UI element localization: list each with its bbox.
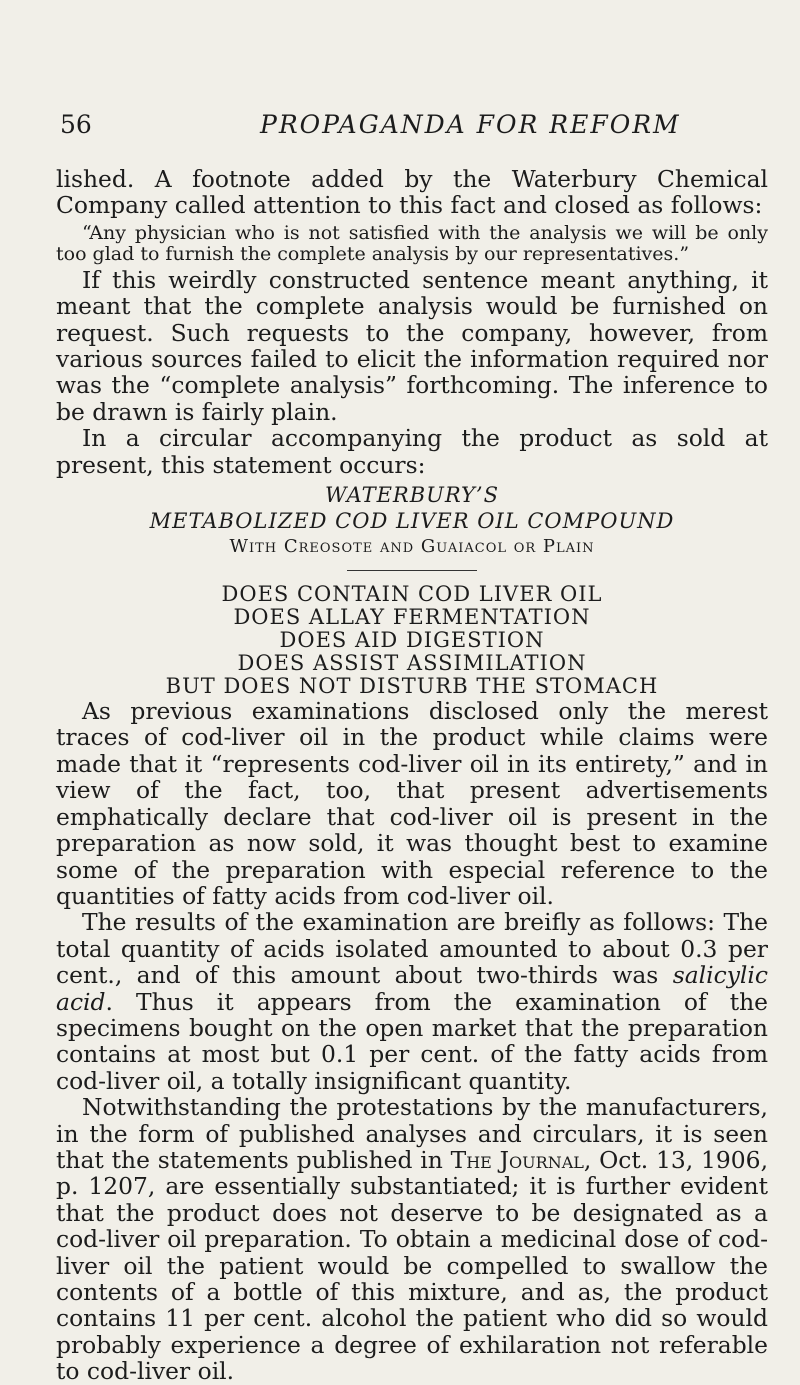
running-title: PROPAGANDA FOR REFORM [260,110,681,139]
quoted-footnote: “Any physician who is not satisfied with the analysis we will be only too glad to furnish the complete analysis by our representatives.” [56,221,768,265]
advertisement-block [56,482,768,698]
ad-claim: DOES AID DIGESTION [279,628,545,653]
paragraph-5 [56,909,768,1094]
paragraph-3: In a circular accompanying the product as sold at present, this statement occurs: [56,424,768,479]
emphasis-salicylic-acid: salicylic acid [56,961,768,1016]
divider-rule [347,570,477,571]
paragraph-6-text-b: , Oct. 13, 1906, p. 1207, are essentially substantiated; it is further evident that the product does not deserve to be designated as a cod-liver oil preparation. To obtain a medicinal dose of cod-liver oil the patient would be compelled to swallow the contents of a bottle of this mixture, and as, the product contains 11 per cent. alcohol the patient who did so would probably experience a degree of exhilaration not referable to cod-liver oil. [56,1145,768,1385]
ad-claim: DOES CONTAIN COD LIVER OIL [221,582,603,607]
paragraph-4: As previous examinations disclosed only the merest traces of cod-liver oil in the product while claims were made that it “represents cod-liver oil in its entirety,” and in view of the fact, too, that present advertisements emphatically declare that cod-liver oil is present in the preparation as now sold, it was thought best to examine some of the preparation with especial reference to the quantities of fatty acids from cod-liver oil. [56,697,768,910]
body-text [56,166,768,1385]
ad-claims [56,583,768,698]
ad-brand: WATERBURY’S [325,483,499,508]
ad-claim: DOES ASSIST ASSIMILATION [237,651,587,676]
paragraph-2: If this weirdly constructed sentence meant anything, it meant that the complete analysis would be furnished on request. Such requests to the company, however, from various sources failed to elicit the information required nor was the “complete analysis” forthcoming. The inference to be drawn is fairly plain. [56,265,768,426]
ad-variant-line: With Creosote and Guaiacol or Plain [229,536,595,558]
paragraph-6-text-a: Notwithstanding the protestations by the manufacturers, in the form of published analyses and circulars, it is seen that the statements published in [56,1093,768,1174]
paragraph-6 [56,1094,768,1384]
ad-claim: DOES ALLAY FERMENTATION [233,605,591,630]
paragraph-5-text-a: The results of the examination are breifly as follows: The total quantity of acids isolated amounted to about 0.3 per cent., and of this amount about two-thirds was [56,908,768,990]
journal-name: The Journal [450,1145,584,1174]
paragraph-1: lished. A footnote added by the Waterbury Chemical Company called attention to this fact and closed as follows: [56,165,768,220]
page-number: 56 [60,110,92,139]
ad-claim: BUT DOES NOT DISTURB THE STOMACH [165,674,659,699]
ad-product-name: METABOLIZED COD LIVER OIL COMPOUND [149,509,675,534]
paragraph-5-text-b: . Thus it appears from the examination of the specimens bought on the open market that the preparation contains at most but 0.1 per cent. of the fatty acids from cod-liver oil, a totally insignificant quantity. [56,987,768,1095]
page-header [60,110,760,140]
